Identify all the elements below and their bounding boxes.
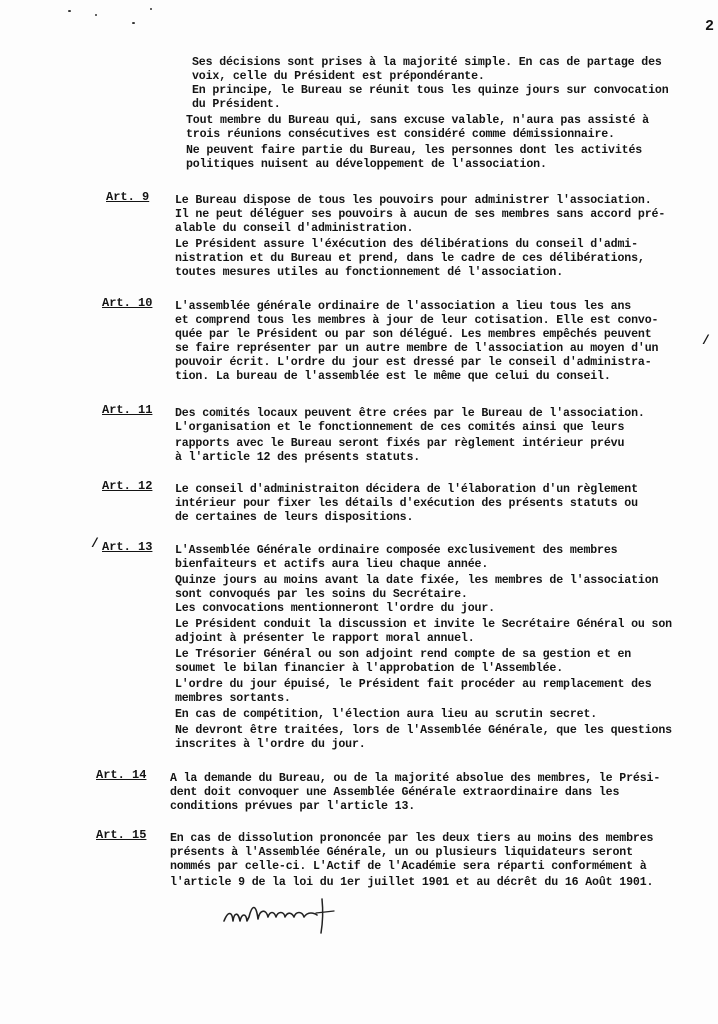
margin-mark: / — [91, 536, 99, 551]
text-line: alable du conseil d'administration. — [175, 222, 414, 235]
scan-speck — [150, 8, 152, 10]
text-line: dent doit convoquer une Assemblée Générale extraordinaire dans les — [170, 786, 620, 799]
article-label: Art. 12 — [102, 479, 153, 493]
text-line: présents à l'Assemblée Générale, un ou plusieurs liquidateurs seront — [170, 846, 633, 859]
text-line: inscrites à l'ordre du jour. — [175, 738, 366, 751]
text-line: L'organisation et le fonctionnement de ces comités ainsi que leurs — [175, 421, 625, 434]
margin-mark: / — [702, 333, 710, 348]
text-line: quée par le Président ou par son délégué. Les membres empêchés peuvent — [175, 328, 652, 341]
article-label: Art. 10 — [102, 296, 153, 310]
text-line: L'ordre du jour épuisé, le Président fait procéder au remplacement des — [175, 678, 652, 691]
article-label: Art. 15 — [96, 828, 147, 842]
text-line: et comprend tous les membres à jour de leur cotisation. Elle est convo- — [175, 314, 659, 327]
text-line: Ne peuvent faire partie du Bureau, les personnes dont les activités — [186, 144, 643, 157]
text-line: A la demande du Bureau, ou de la majorité absolue des membres, le Prési- — [170, 772, 661, 785]
text-line: Les convocations mentionneront l'ordre du jour. — [175, 602, 495, 615]
text-line: de certaines de leurs dispositions. — [175, 511, 414, 524]
text-line: l'article 9 de la loi du 1er juillet 1901 et au décrêt du 16 Août 1901. — [170, 876, 654, 889]
text-line: nistration et du Bureau et prend, dans le cadre de ces délibérations, — [175, 252, 645, 265]
text-line: En cas de dissolution prononcée par les deux tiers au moins des membres — [170, 832, 654, 845]
text-line: à l'article 12 des présents statuts. — [175, 451, 421, 464]
text-line: Le Président conduit la discussion et invite le Secrétaire Général ou son — [175, 618, 672, 631]
scan-speck — [68, 10, 71, 12]
text-line: conditions prévues par l'article 13. — [170, 800, 416, 813]
article-label: Art. 9 — [106, 190, 150, 204]
scan-speck — [132, 22, 135, 24]
text-line: adjoint à présenter le rapport moral annuel. — [175, 632, 475, 645]
text-line: Le Bureau dispose de tous les pouvoirs pour administrer l'association. — [175, 194, 652, 207]
page-number: 2 — [704, 18, 714, 35]
text-line: pouvoir écrit. L'ordre du jour est dressé par le conseil d'administra- — [175, 356, 652, 369]
text-line: Le Trésorier Général ou son adjoint rend compte de sa gestion et en — [175, 648, 632, 661]
text-line: du Président. — [192, 98, 281, 111]
text-line: Ses décisions sont prises à la majorité simple. En cas de partage des — [192, 56, 662, 69]
text-line: En principe, le Bureau se réunit tous les quinze jours sur convocation — [192, 84, 669, 97]
article-label: Art. 11 — [102, 403, 153, 417]
text-line: soumet le bilan financier à l'approbation de l'Assemblée. — [175, 662, 564, 675]
article-label: Art. 14 — [96, 768, 147, 782]
article-label: Art. 13 — [102, 540, 153, 554]
text-line: rapports avec le Bureau seront fixés par règlement intérieur prévu — [175, 437, 625, 450]
text-line: tion. La bureau de l'assemblée est le même que celui du conseil. — [175, 370, 611, 383]
text-line: L'Assemblée Générale ordinaire composée exclusivement des membres — [175, 544, 618, 557]
text-line: se faire représenter par un autre membre de l'association au moyen d'un — [175, 342, 659, 355]
text-line: Le Président assure l'éxécution des délibérations du conseil d'admi- — [175, 238, 638, 251]
text-line: En cas de compétition, l'élection aura lieu au scrutin secret. — [175, 708, 598, 721]
text-line: Il ne peut déléguer ses pouvoirs à aucun de ses membres sans accord pré- — [175, 208, 666, 221]
text-line: politiques nuisent au développement de l'association. — [186, 158, 547, 171]
text-line: trois réunions consécutives est considéré comme démissionnaire. — [186, 128, 615, 141]
text-line: Des comités locaux peuvent être crées par le Bureau de l'association. — [175, 407, 645, 420]
text-line: sont convoqués par les soins du Secrétaire. — [175, 588, 468, 601]
text-line: bienfaiteurs et actifs aura lieu chaque année. — [175, 558, 489, 571]
text-line: Ne devront être traitées, lors de l'Assemblée Générale, que les questions — [175, 724, 672, 737]
text-line: L'assemblée générale ordinaire de l'association a lieu tous les ans — [175, 300, 632, 313]
text-line: nommés par celle-ci. L'Actif de l'Académie sera réparti conformément à — [170, 860, 647, 873]
signature — [222, 895, 352, 935]
text-line: toutes mesures utiles au fonctionnement dé l'association. — [175, 266, 564, 279]
text-line: membres sortants. — [175, 692, 291, 705]
scan-speck — [95, 14, 97, 16]
text-line: intérieur pour fixer les détails d'exécution des présents statuts ou — [175, 497, 638, 510]
text-line: Quinze jours au moins avant la date fixée, les membres de l'association — [175, 574, 659, 587]
text-line: voix, celle du Président est prépondérante. — [192, 70, 485, 83]
text-line: Tout membre du Bureau qui, sans excuse valable, n'aura pas assisté à — [186, 114, 649, 127]
text-line: Le conseil d'administraiton décidera de l'élaboration d'un règlement — [175, 483, 638, 496]
